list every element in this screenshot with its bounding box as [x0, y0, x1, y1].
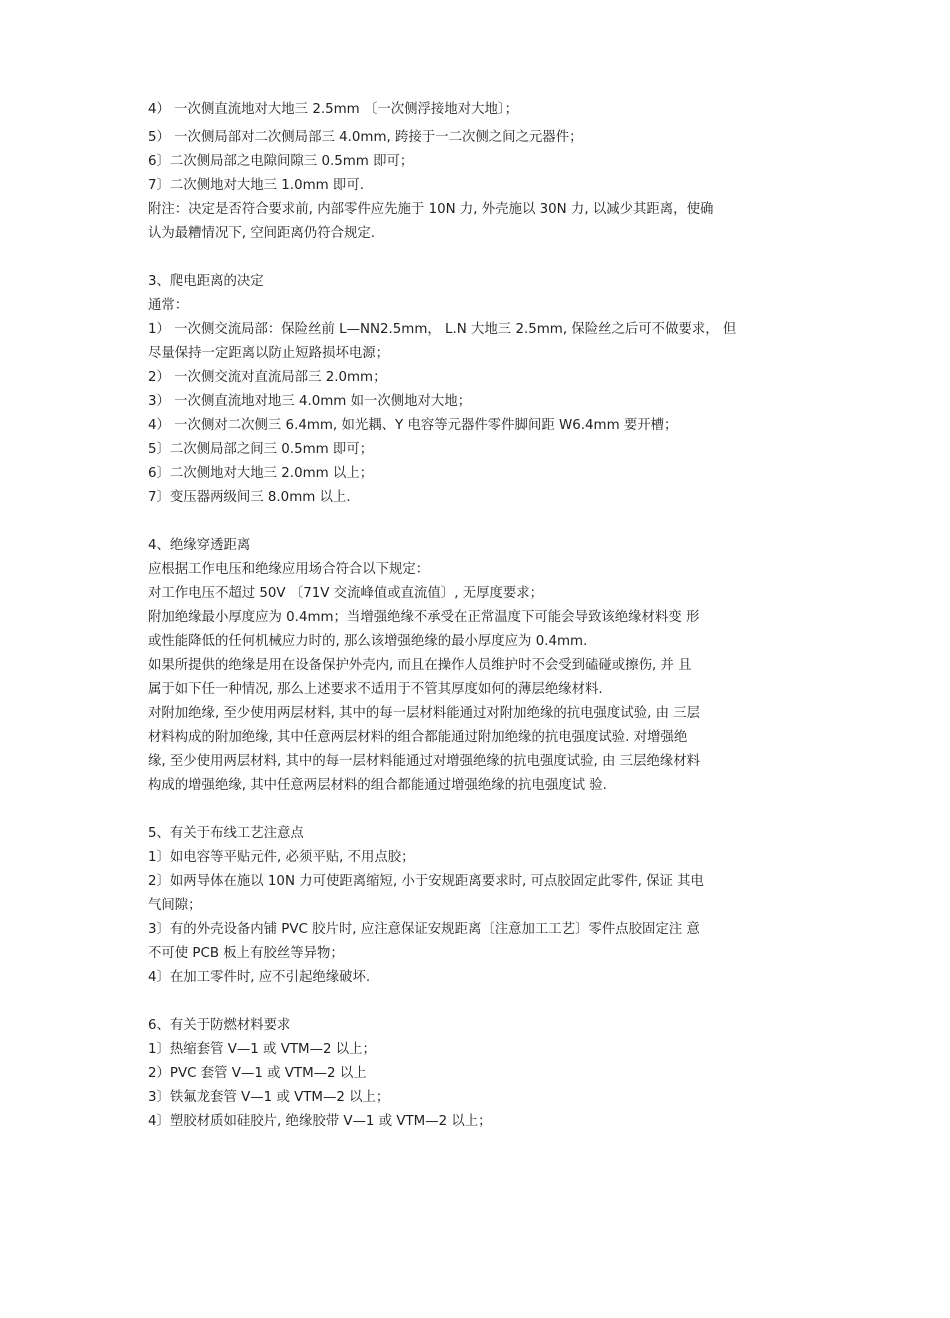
paragraph-gap: [148, 510, 838, 534]
text-line: 附加绝缘最小厚度应为 0.4mm；当增强绝缘不承受在正常温度下可能会导致该绝缘材料变 形: [148, 610, 700, 625]
text-line: 如果所提供的绝缘是用在设备保护外壳内, 而且在操作人员维护时不会受到磕碰或擦伤, 并 且: [148, 658, 692, 673]
document-page: [148, 98, 838, 1134]
text-line: 尽量保持一定距离以防止短路损坏电源；: [148, 346, 390, 361]
text-line: 缘, 至少使用两层材料, 其中的每一层材料能通过对增强绝缘的抗电强度试验, 由 三层绝缘材料: [148, 754, 701, 769]
section-heading: 3、爬电距离的决定: [148, 274, 264, 289]
text-line: 对附加绝缘, 至少使用两层材料, 其中的每一层材料能通过对附加绝缘的抗电强度试验, 由 三层: [148, 706, 701, 721]
section-heading: 4、绝缘穿透距离: [148, 538, 251, 553]
text-line: 6〕二次侧局部之电隙间隙三 0.5mm 即可；: [148, 154, 414, 169]
text-line: 4） 一次侧直流地对大地三 2.5mm 〔一次侧浮接地对大地〕；: [148, 102, 518, 117]
text-line: 4） 一次侧对二次侧三 6.4mm, 如光耦、Y 电容等元器件零件脚间距 W6.4mm 要开槽；: [148, 418, 678, 433]
text-line: 7〕二次侧地对大地三 1.0mm 即可.: [148, 178, 364, 193]
text-line: 6〕二次侧地对大地三 2.0mm 以上；: [148, 466, 374, 481]
text-line: 5） 一次侧局部对二次侧局部三 4.0mm, 跨接于一二次侧之间之元器件；: [148, 130, 583, 145]
text-line: 7〕变压器两级间三 8.0mm 以上.: [148, 490, 351, 505]
text-line: 2〕如两导体在施以 10N 力可使距离缩短, 小于安规距离要求时, 可点胶固定此零件, 保证 其电: [148, 874, 704, 889]
paragraph-gap: [148, 798, 838, 822]
text-line: 认为最糟情况下, 空间距离仍符合规定.: [148, 226, 376, 241]
text-line: 3〕铁氟龙套管 V—1 或 VTM—2 以上；: [148, 1090, 390, 1105]
text-line: 通常：: [148, 298, 189, 313]
text-line: 3） 一次侧直流地对地三 4.0mm 如一次侧地对大地；: [148, 394, 472, 409]
text-line: 1） 一次侧交流局部：保险丝前 L—NN2.5mm， L.N 大地三 2.5mm, 保险丝之后可不做要求， 但: [148, 322, 737, 337]
text-line: 1〕热缩套管 V—1 或 VTM—2 以上；: [148, 1042, 376, 1057]
text-line: 2） 一次侧交流对直流局部三 2.0mm；: [148, 370, 387, 385]
text-line: 或性能降低的任何机械应力时的, 那么该增强绝缘的最小厚度应为 0.4mm.: [148, 634, 588, 649]
text-line: 不可使 PCB 板上有胶丝等异物；: [148, 946, 344, 961]
section-heading: 5、有关于布线工艺注意点: [148, 826, 304, 841]
section-heading: 6、有关于防燃材料要求: [148, 1018, 291, 1033]
text-line: 4〕在加工零件时, 应不引起绝缘破坏.: [148, 970, 371, 985]
paragraph-gap: [148, 246, 838, 270]
text-line: 对工作电压不超过 50V 〔71V 交流峰值或直流值〕, 无厚度要求；: [148, 586, 544, 601]
text-line: 1〕如电容等平贴元件, 必须平贴, 不用点胶；: [148, 850, 415, 865]
text-line: 应根据工作电压和绝缘应用场合符合以下规定：: [148, 562, 430, 577]
text-line: 3〕有的外壳设备内铺 PVC 胶片时, 应注意保证安规距离〔注意加工工艺〕零件点胶固定注 意: [148, 922, 700, 937]
text-line: 构成的增强绝缘, 其中任意两层材料的组合都能通过增强绝缘的抗电强度试 验.: [148, 778, 607, 793]
text-line: 4〕塑胶材质如硅胶片, 绝缘胶带 V—1 或 VTM—2 以上；: [148, 1114, 492, 1129]
paragraph-gap: [148, 990, 838, 1014]
text-line: 附注：决定是否符合要求前, 内部零件应先施于 10N 力, 外壳施以 30N 力, 以减少其距离，使确: [148, 202, 714, 217]
text-line: 5〕二次侧局部之间三 0.5mm 即可；: [148, 442, 374, 457]
text-line: 属于如下任一种情况, 那么上述要求不适用于不管其厚度如何的薄层绝缘材料.: [148, 682, 603, 697]
text-line: 气间隙；: [148, 898, 202, 913]
text-line: 材料构成的附加绝缘, 其中任意两层材料的组合都能通过附加绝缘的抗电强度试验. 对增强绝: [148, 730, 688, 745]
text-line: 2）PVC 套管 V—1 或 VTM—2 以上: [148, 1066, 367, 1081]
